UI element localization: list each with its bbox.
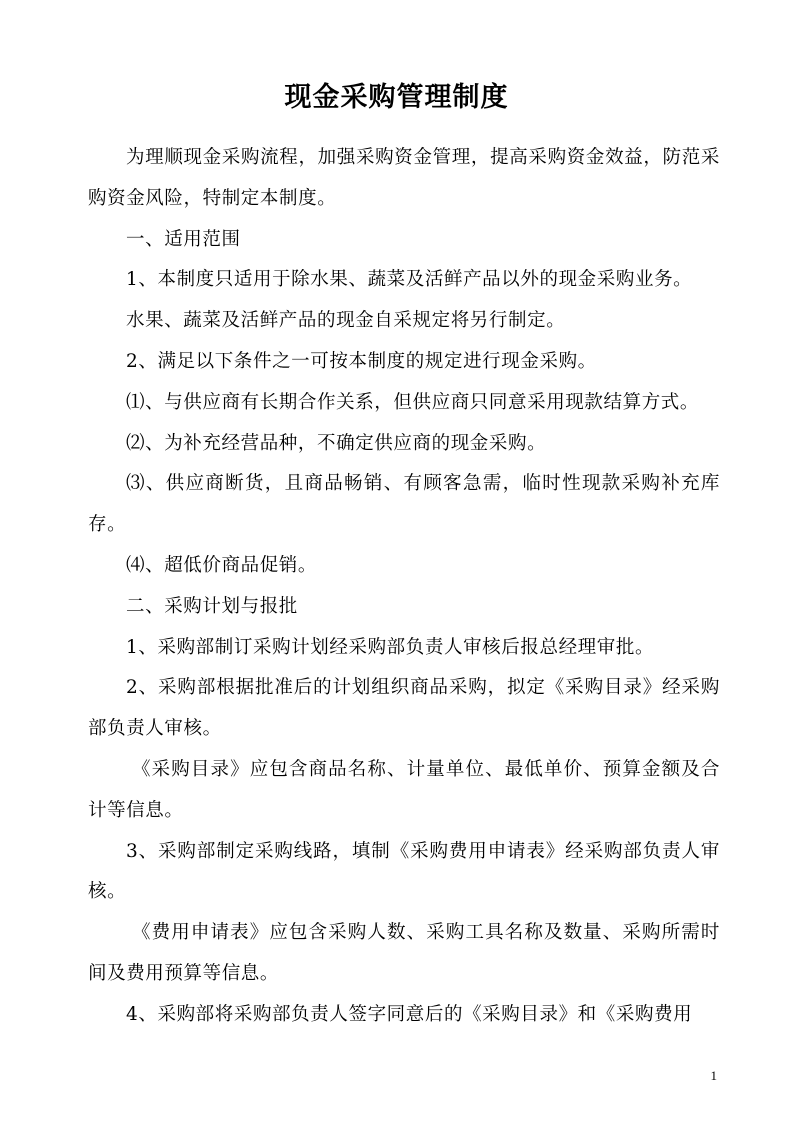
list-item-condition-1: ⑴、与供应商有长期合作关系，但供应商只同意采用现款结算方式。 <box>126 391 700 413</box>
paragraph-plan-4: 4、采购部将采购部负责人签字同意后的《采购目录》和《采购费用 <box>126 1003 693 1025</box>
list-item-condition-4: ⑷、超低价商品促销。 <box>126 554 318 576</box>
paragraph-scope-1-note: 水果、蔬菜及活鲜产品的现金自采规定将另行制定。 <box>126 310 566 332</box>
paragraph-plan-2-note: 《采购目录》应包含商品名称、计量单位、最低单价、预算金额及合计等信息。 <box>88 758 720 821</box>
paragraph-intro: 为理顺现金采购流程，加强采购资金管理，提高采购资金效益，防范采购资金风险，特制定本制度。 <box>88 147 720 209</box>
document-body <box>88 138 720 1036</box>
list-item-condition-3: ⑶、供应商断货，且商品畅销、有顾客急需，临时性现款采购补充库存。 <box>88 473 720 536</box>
page-number: 1 <box>710 1068 717 1083</box>
paragraph-plan-3: 3、采购部制定采购线路，填制《采购费用申请表》经采购部负责人审核。 <box>88 840 720 903</box>
paragraph-plan-1: 1、采购部制订采购计划经采购部负责人审核后报总经理审批。 <box>126 636 655 658</box>
section-heading-scope: 一、适用范围 <box>126 228 241 250</box>
paragraph-scope-1: 1、本制度只适用于除水果、蔬菜及活鲜产品以外的现金采购业务。 <box>126 269 693 291</box>
list-item-condition-2: ⑵、为补充经营品种，不确定供应商的现金采购。 <box>126 432 547 454</box>
paragraph-plan-2: 2、采购部根据批准后的计划组织商品采购，拟定《采购目录》经采购部负责人审核。 <box>88 677 720 740</box>
paragraph-scope-2: 2、满足以下条件之一可按本制度的规定进行现金采购。 <box>126 350 597 372</box>
document-title: 现金采购管理制度 <box>284 82 509 113</box>
paragraph-plan-3-note: 《费用申请表》应包含采购人数、采购工具名称及数量、采购所需时间及费用预算等信息。 <box>88 922 720 984</box>
section-heading-plan: 二、采购计划与报批 <box>126 595 298 617</box>
